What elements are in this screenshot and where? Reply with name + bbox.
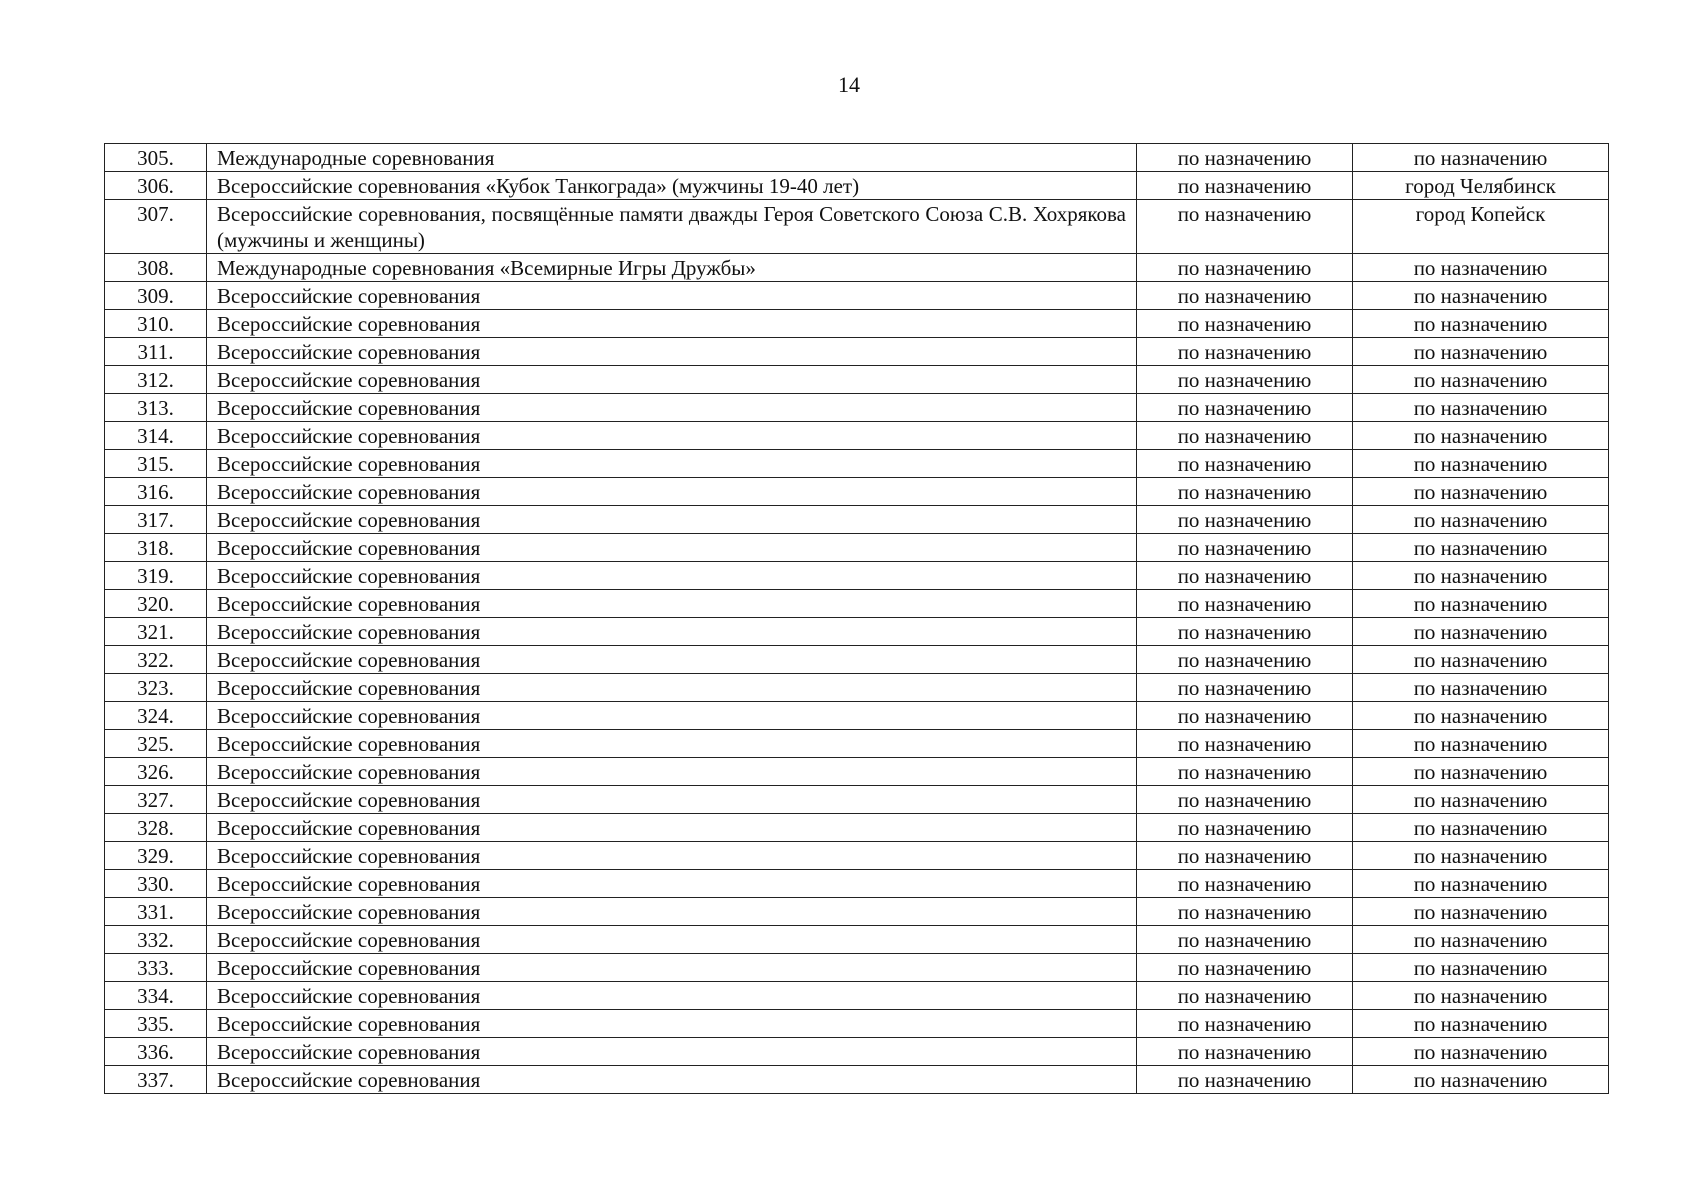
event-date: по назначению <box>1137 702 1353 730</box>
event-date: по назначению <box>1137 254 1353 282</box>
event-place: по назначению <box>1353 898 1609 926</box>
table-row <box>105 646 1609 674</box>
event-date: по назначению <box>1137 926 1353 954</box>
row-number: 309. <box>105 282 207 310</box>
row-number: 328. <box>105 814 207 842</box>
event-name: Всероссийские соревнования <box>207 954 1137 982</box>
event-name: Всероссийские соревнования <box>207 562 1137 590</box>
event-name: Всероссийские соревнования <box>207 870 1137 898</box>
row-number: 308. <box>105 254 207 282</box>
page-number: 14 <box>838 72 860 97</box>
row-number: 321. <box>105 618 207 646</box>
row-number: 317. <box>105 506 207 534</box>
table-row <box>105 338 1609 366</box>
event-name: Всероссийские соревнования <box>207 786 1137 814</box>
event-place: по назначению <box>1353 590 1609 618</box>
row-number: 325. <box>105 730 207 758</box>
event-date: по назначению <box>1137 1038 1353 1066</box>
event-name: Всероссийские соревнования <box>207 926 1137 954</box>
event-place: город Челябинск <box>1353 172 1609 200</box>
table-row <box>105 366 1609 394</box>
event-date: по назначению <box>1137 534 1353 562</box>
event-place: по назначению <box>1353 1066 1609 1094</box>
event-date: по назначению <box>1137 172 1353 200</box>
event-date: по назначению <box>1137 394 1353 422</box>
event-name: Всероссийские соревнования <box>207 534 1137 562</box>
event-date: по назначению <box>1137 646 1353 674</box>
table-row <box>105 842 1609 870</box>
table-row <box>105 590 1609 618</box>
table-row <box>105 814 1609 842</box>
row-number: 307. <box>105 200 207 254</box>
table-row <box>105 674 1609 702</box>
row-number: 337. <box>105 1066 207 1094</box>
event-name: Всероссийские соревнования <box>207 1066 1137 1094</box>
table-row <box>105 144 1609 172</box>
event-date: по назначению <box>1137 1010 1353 1038</box>
event-date: по назначению <box>1137 338 1353 366</box>
event-date: по назначению <box>1137 450 1353 478</box>
table-row <box>105 982 1609 1010</box>
event-place: по назначению <box>1353 758 1609 786</box>
table-row <box>105 702 1609 730</box>
event-place: по назначению <box>1353 254 1609 282</box>
event-name: Всероссийские соревнования <box>207 394 1137 422</box>
event-date: по назначению <box>1137 954 1353 982</box>
table-row <box>105 1010 1609 1038</box>
row-number: 324. <box>105 702 207 730</box>
row-number: 326. <box>105 758 207 786</box>
table-row <box>105 898 1609 926</box>
event-name: Международные соревнования «Всемирные Игры Дружбы» <box>207 254 1137 282</box>
event-place: по назначению <box>1353 534 1609 562</box>
event-place: по назначению <box>1353 506 1609 534</box>
table-row <box>105 200 1609 254</box>
event-name: Всероссийские соревнования <box>207 1038 1137 1066</box>
table-row <box>105 478 1609 506</box>
event-place: по назначению <box>1353 422 1609 450</box>
table-row <box>105 730 1609 758</box>
event-place: по назначению <box>1353 562 1609 590</box>
event-date: по назначению <box>1137 506 1353 534</box>
event-name: Всероссийские соревнования <box>207 646 1137 674</box>
table-row <box>105 954 1609 982</box>
event-date: по назначению <box>1137 200 1353 254</box>
row-number: 334. <box>105 982 207 1010</box>
event-name: Всероссийские соревнования <box>207 814 1137 842</box>
event-date: по назначению <box>1137 618 1353 646</box>
table-row <box>105 534 1609 562</box>
event-date: по назначению <box>1137 758 1353 786</box>
row-number: 336. <box>105 1038 207 1066</box>
event-place: по назначению <box>1353 338 1609 366</box>
event-place: по назначению <box>1353 786 1609 814</box>
row-number: 329. <box>105 842 207 870</box>
event-place: по назначению <box>1353 144 1609 172</box>
event-place: по назначению <box>1353 730 1609 758</box>
event-date: по назначению <box>1137 310 1353 338</box>
event-name: Всероссийские соревнования <box>207 422 1137 450</box>
event-name: Всероссийские соревнования <box>207 730 1137 758</box>
event-date: по назначению <box>1137 478 1353 506</box>
event-place: город Копейск <box>1353 200 1609 254</box>
row-number: 315. <box>105 450 207 478</box>
event-place: по назначению <box>1353 702 1609 730</box>
event-name: Всероссийские соревнования <box>207 898 1137 926</box>
event-name: Всероссийские соревнования, посвящённые памяти дважды Героя Советского Союза С.В. Хохрякова (мужчины и женщины) <box>207 200 1137 254</box>
event-name: Всероссийские соревнования <box>207 506 1137 534</box>
row-number: 330. <box>105 870 207 898</box>
event-name: Всероссийские соревнования <box>207 758 1137 786</box>
event-date: по назначению <box>1137 842 1353 870</box>
event-place: по назначению <box>1353 646 1609 674</box>
event-name: Всероссийские соревнования <box>207 310 1137 338</box>
row-number: 316. <box>105 478 207 506</box>
row-number: 313. <box>105 394 207 422</box>
events-table-body <box>105 144 1609 1094</box>
event-place: по назначению <box>1353 814 1609 842</box>
table-row <box>105 506 1609 534</box>
event-place: по назначению <box>1353 310 1609 338</box>
event-place: по назначению <box>1353 282 1609 310</box>
row-number: 305. <box>105 144 207 172</box>
event-date: по назначению <box>1137 366 1353 394</box>
event-place: по назначению <box>1353 870 1609 898</box>
event-name: Всероссийские соревнования <box>207 338 1137 366</box>
event-date: по назначению <box>1137 786 1353 814</box>
row-number: 314. <box>105 422 207 450</box>
event-name: Всероссийские соревнования <box>207 590 1137 618</box>
event-name: Международные соревнования <box>207 144 1137 172</box>
event-date: по назначению <box>1137 144 1353 172</box>
row-number: 320. <box>105 590 207 618</box>
table-row <box>105 562 1609 590</box>
event-name: Всероссийские соревнования <box>207 842 1137 870</box>
event-place: по назначению <box>1353 618 1609 646</box>
event-date: по назначению <box>1137 590 1353 618</box>
event-name: Всероссийские соревнования <box>207 702 1137 730</box>
row-number: 306. <box>105 172 207 200</box>
table-row <box>105 1066 1609 1094</box>
event-place: по назначению <box>1353 982 1609 1010</box>
event-place: по назначению <box>1353 1010 1609 1038</box>
event-date: по назначению <box>1137 1066 1353 1094</box>
table-row <box>105 450 1609 478</box>
event-place: по назначению <box>1353 478 1609 506</box>
event-name: Всероссийские соревнования <box>207 478 1137 506</box>
event-name: Всероссийские соревнования «Кубок Танкограда» (мужчины 19-40 лет) <box>207 172 1137 200</box>
event-date: по назначению <box>1137 982 1353 1010</box>
table-row <box>105 870 1609 898</box>
table-row <box>105 254 1609 282</box>
event-place: по назначению <box>1353 366 1609 394</box>
event-place: по назначению <box>1353 842 1609 870</box>
row-number: 312. <box>105 366 207 394</box>
row-number: 311. <box>105 338 207 366</box>
event-date: по назначению <box>1137 422 1353 450</box>
event-date: по назначению <box>1137 814 1353 842</box>
event-date: по назначению <box>1137 562 1353 590</box>
event-date: по назначению <box>1137 898 1353 926</box>
table-row <box>105 422 1609 450</box>
row-number: 332. <box>105 926 207 954</box>
table-row <box>105 310 1609 338</box>
table-row <box>105 394 1609 422</box>
event-name: Всероссийские соревнования <box>207 674 1137 702</box>
event-place: по назначению <box>1353 450 1609 478</box>
row-number: 323. <box>105 674 207 702</box>
table-row <box>105 786 1609 814</box>
event-name: Всероссийские соревнования <box>207 618 1137 646</box>
event-date: по назначению <box>1137 674 1353 702</box>
table-row <box>105 758 1609 786</box>
event-place: по назначению <box>1353 926 1609 954</box>
event-place: по назначению <box>1353 674 1609 702</box>
event-date: по назначению <box>1137 282 1353 310</box>
event-name: Всероссийские соревнования <box>207 982 1137 1010</box>
row-number: 310. <box>105 310 207 338</box>
row-number: 327. <box>105 786 207 814</box>
events-table <box>104 143 1609 1094</box>
event-date: по назначению <box>1137 730 1353 758</box>
row-number: 335. <box>105 1010 207 1038</box>
row-number: 319. <box>105 562 207 590</box>
event-date: по назначению <box>1137 870 1353 898</box>
event-name: Всероссийские соревнования <box>207 366 1137 394</box>
row-number: 331. <box>105 898 207 926</box>
table-row <box>105 1038 1609 1066</box>
event-name: Всероссийские соревнования <box>207 282 1137 310</box>
event-place: по назначению <box>1353 394 1609 422</box>
event-name: Всероссийские соревнования <box>207 1010 1137 1038</box>
row-number: 333. <box>105 954 207 982</box>
row-number: 318. <box>105 534 207 562</box>
event-place: по назначению <box>1353 1038 1609 1066</box>
event-name: Всероссийские соревнования <box>207 450 1137 478</box>
event-place: по назначению <box>1353 954 1609 982</box>
table-row <box>105 282 1609 310</box>
table-row <box>105 926 1609 954</box>
table-row <box>105 618 1609 646</box>
table-row <box>105 172 1609 200</box>
row-number: 322. <box>105 646 207 674</box>
